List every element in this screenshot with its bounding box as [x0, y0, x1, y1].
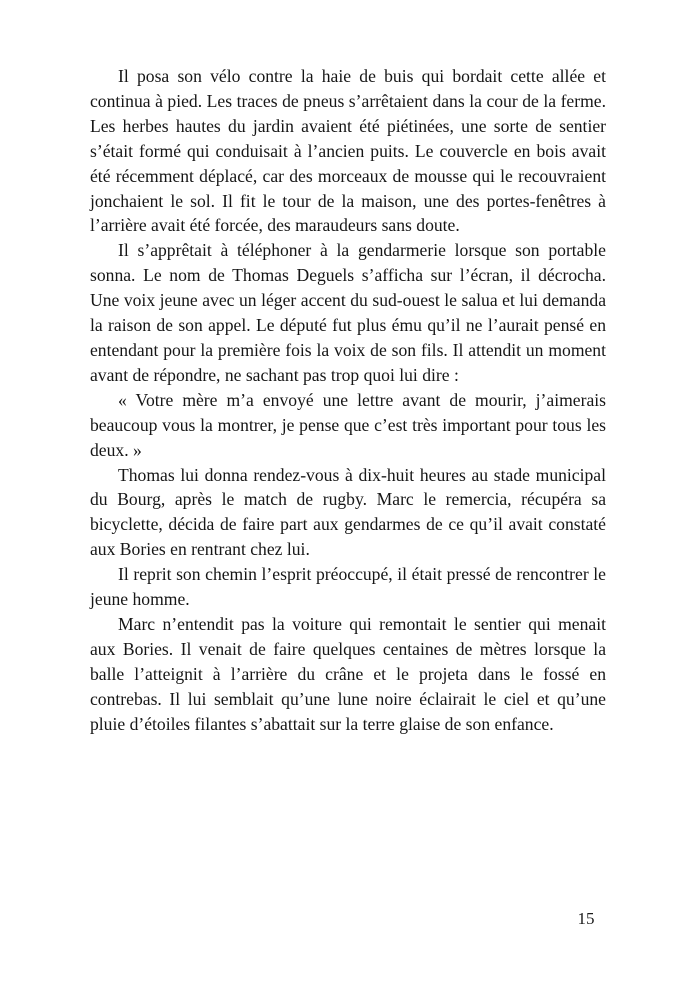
- text-block: [90, 64, 606, 736]
- paragraph: Il s’apprêtait à téléphoner à la gendarmerie lorsque son portable sonna. Le nom de Thomas Deguels s’afficha sur l’écran, il décrocha. Une voix jeune avec un léger accent du sud-ouest le salua et lui demanda la raison de son appel. Le député fut plus ému qu’il ne l’aurait pensé en entendant pour la première fois la voix de son fils. Il attendit un moment avant de répondre, ne sachant pas trop quoi lui dire :: [90, 240, 606, 385]
- page-number: 15: [577, 909, 595, 928]
- paragraph: « Votre mère m’a envoyé une lettre avant de mourir, j’aimerais beaucoup vous la montrer, je pense que c’est très important pour tous les deux. »: [90, 389, 606, 460]
- paragraph: Il reprit son chemin l’esprit préoccupé, il était pressé de rencontrer le jeune homme.: [90, 564, 606, 610]
- paragraph: Marc n’entendit pas la voiture qui remontait le sentier qui menait aux Bories. Il venait de faire quelques centaines de mètres lorsque la balle l’atteignit à l’arrière du crâne et le projeta dans le fossé en contrebas. Il lui semblait qu’une lune noire éclairait le ciel et qu’une pluie d’étoiles filantes s’abattait sur la terre glaise de son enfance.: [90, 613, 606, 734]
- paragraph: Il posa son vélo contre la haie de buis qui bordait cette allée et continua à pied. Les traces de pneus s’arrêtaient dans la cour de la ferme. Les herbes hautes du jardin avaient été piétinées, une sorte de sentier s’était formé qui conduisait à l’ancien puits. Le couvercle en bois avait été récemment déplacé, car des morceaux de mousse qui le recouvraient jonchaient le sol. Il fit le tour de la maison, une des portes-fenêtres à l’arrière avait été forcée, des maraudeurs sans doute.: [90, 66, 606, 236]
- paragraph: Thomas lui donna rendez-vous à dix-huit heures au stade municipal du Bourg, après le match de rugby. Marc le remercia, récupéra sa bicyclette, décida de faire part aux gendarmes de ce qu’il avait constaté aux Bories en rentrant chez lui.: [90, 464, 606, 560]
